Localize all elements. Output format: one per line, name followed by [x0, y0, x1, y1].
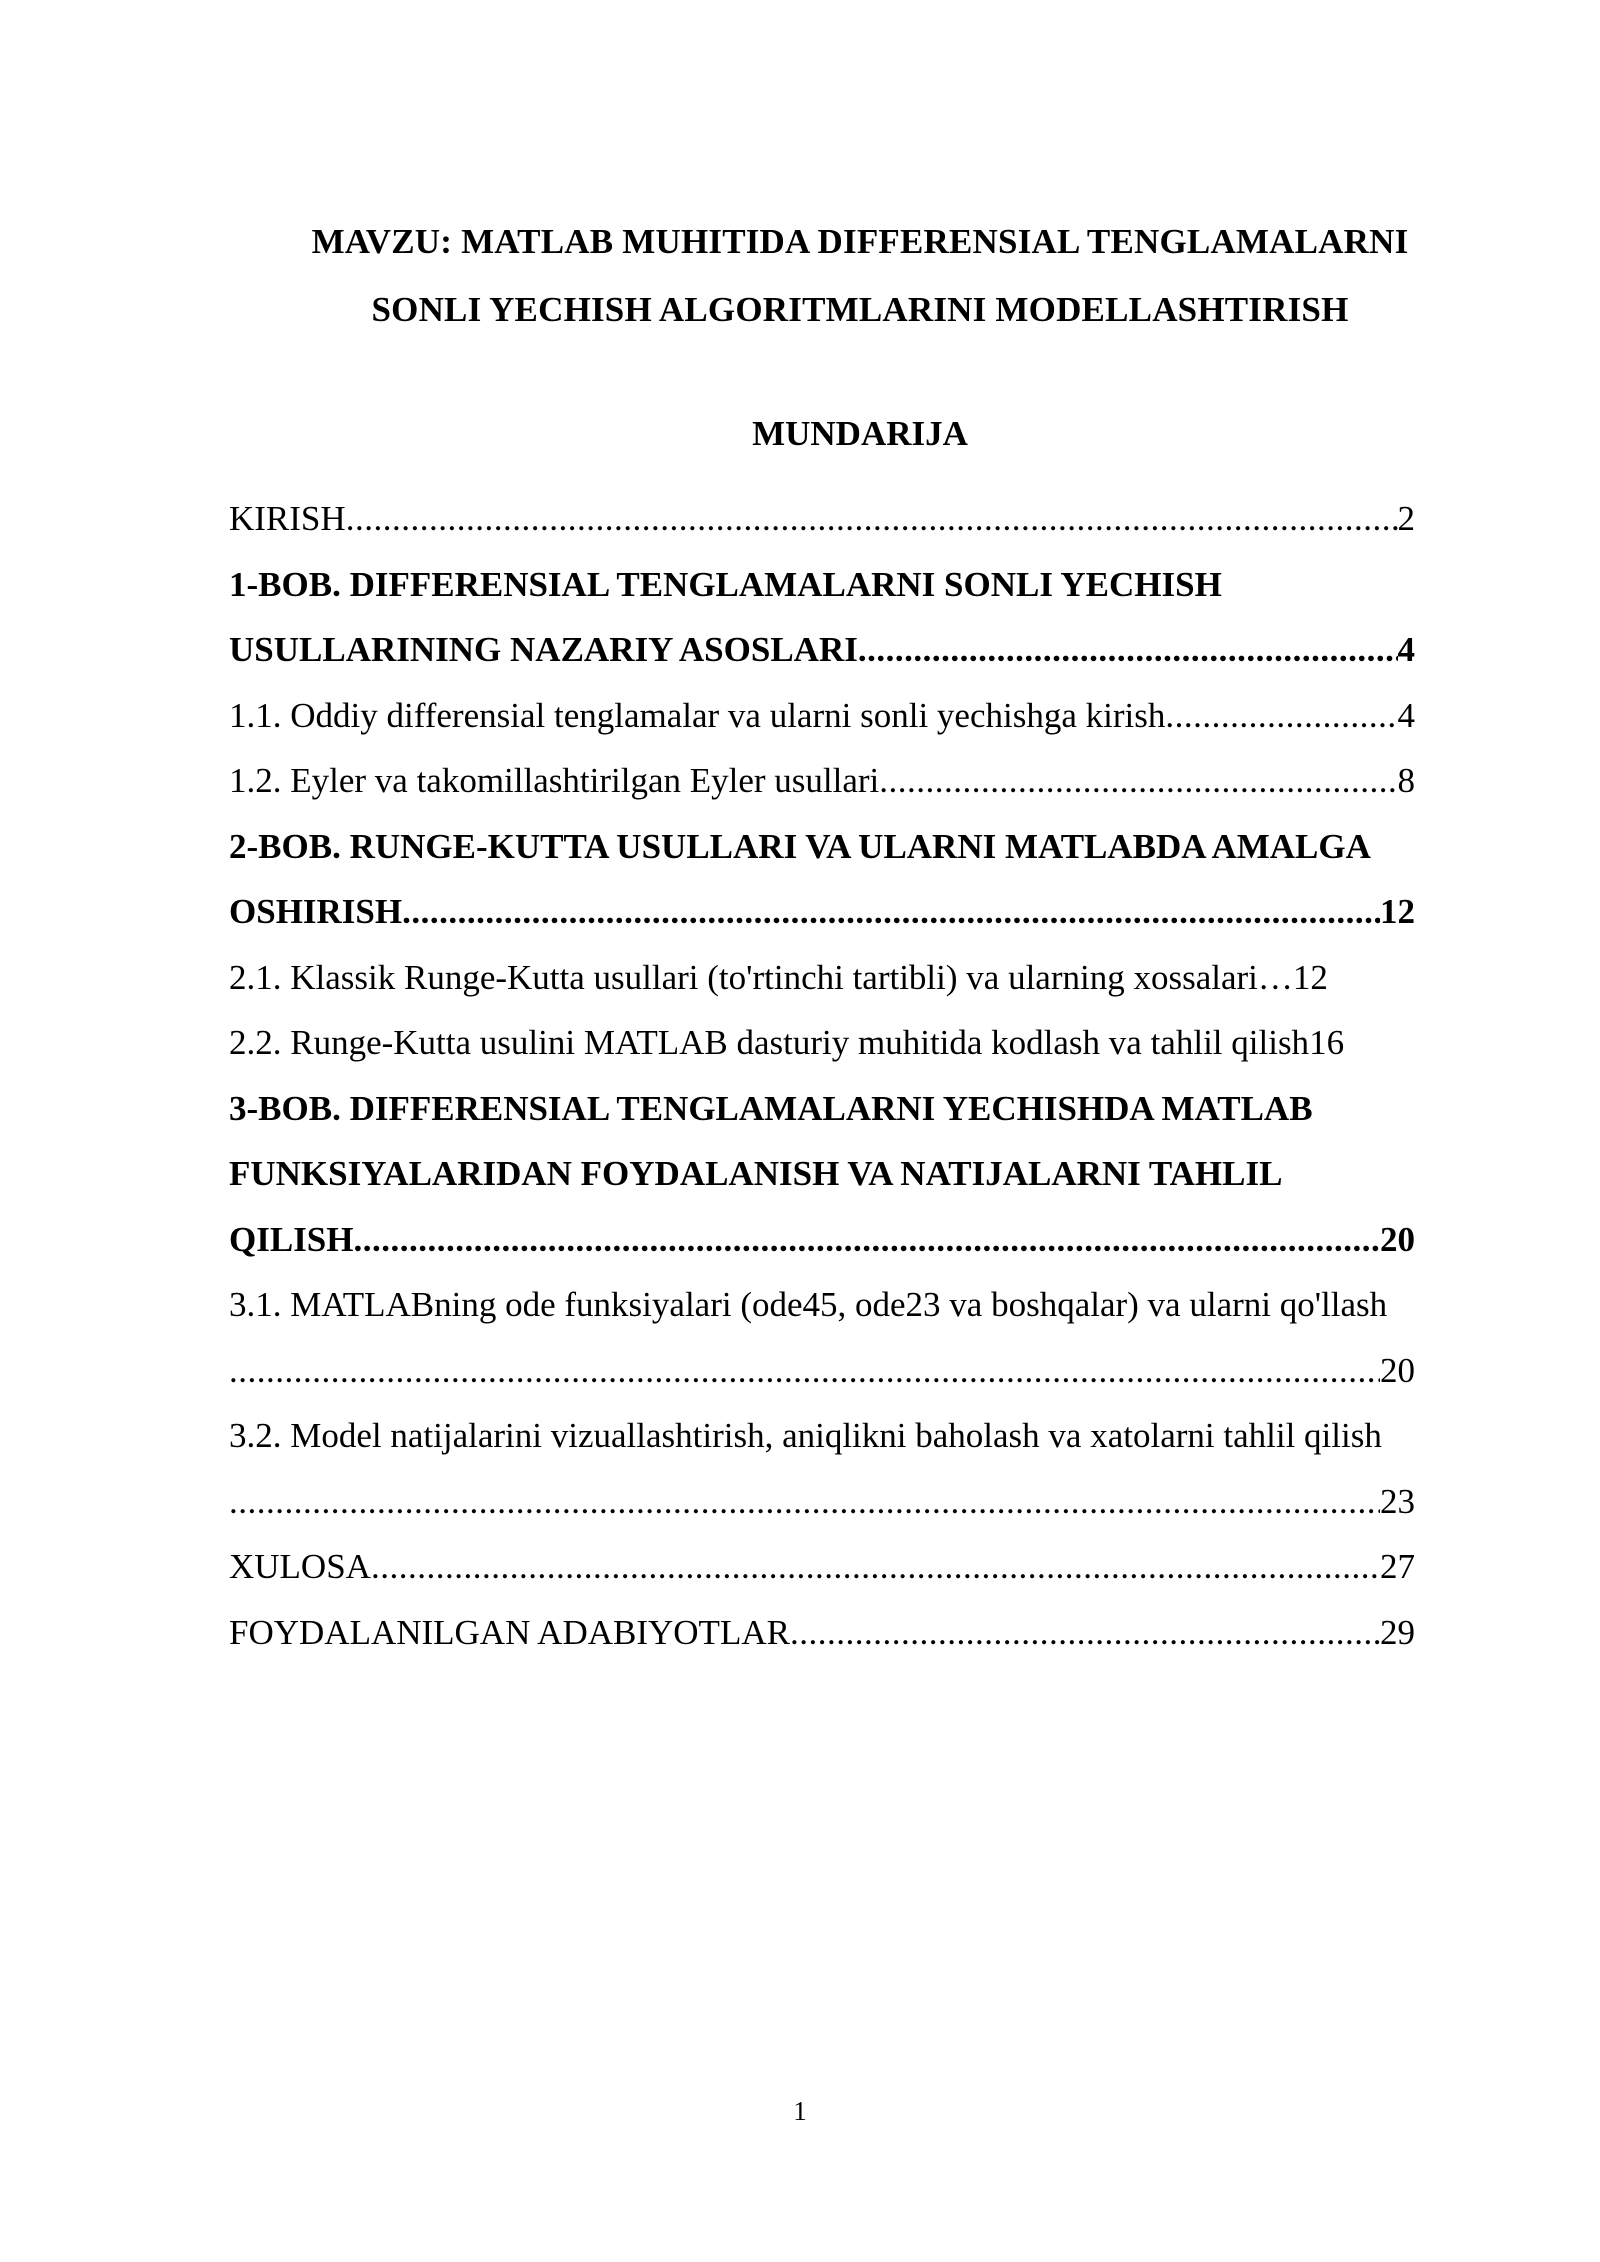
toc-entry-kirish[interactable]	[229, 486, 1491, 552]
toc-entry-label-continued: FUNKSIYALARIDAN FOYDALANISH VA NATIJALARNI TAHLIL	[229, 1154, 1283, 1193]
toc-entry-label: 1-BOB. DIFFERENSIAL TENGLAMALARNI SONLI YECHISH	[229, 564, 1222, 604]
table-of-contents	[229, 486, 1491, 1665]
toc-entry-label: 2-BOB. RUNGE-KUTTA USULLARI VA ULARNI MATLABDA AMALGA	[229, 826, 1371, 866]
dot-leader	[371, 1534, 1380, 1600]
title-line-1: MAVZU: MATLAB MUHITIDA DIFFERENSIAL TENGLAMALARNI	[311, 222, 1409, 261]
toc-entry-label: XULOSA	[229, 1547, 371, 1586]
dot-leader	[229, 1469, 1380, 1535]
dot-leader	[1165, 683, 1397, 749]
toc-page-number: 2	[1397, 499, 1415, 538]
toc-entry-label: 2.2. Runge-Kutta usulini MATLAB dasturiy muhitida kodlash va tahlil qilish	[229, 1023, 1310, 1062]
toc-entry-label: 3.2. Model natijalarini vizuallashtirish, aniqlikni baholash va xatolarni tahlil qilish	[229, 1416, 1382, 1455]
document-title	[230, 208, 1490, 344]
dot-leader	[346, 486, 1398, 552]
dot-leader	[790, 1600, 1380, 1666]
toc-entry-label: 3-BOB. DIFFERENSIAL TENGLAMALARNI YECHISHDA MATLAB	[229, 1088, 1313, 1128]
toc-entry-bob-3[interactable]	[229, 1076, 1491, 1273]
toc-entry-label-continued: OSHIRISH	[229, 892, 403, 931]
dot-leader	[402, 879, 1380, 945]
toc-entry-label: FOYDALANILGAN ADABIYOTLAR	[229, 1612, 790, 1652]
toc-entry-label-continued: USULLARINING NAZARIY ASOSLARI	[229, 630, 858, 669]
toc-page-number: 12	[1380, 892, 1415, 931]
toc-entry-label: KIRISH	[229, 499, 346, 538]
toc-page-number: 4	[1397, 695, 1415, 735]
toc-page-number: 8	[1397, 761, 1415, 800]
toc-entry-1-2[interactable]	[229, 748, 1491, 814]
toc-page-number: 20	[1380, 1350, 1415, 1390]
toc-entry-2-2[interactable]	[229, 1010, 1491, 1076]
toc-entry-bob-1[interactable]	[229, 552, 1491, 683]
toc-page-number: 12	[1292, 957, 1328, 997]
dot-leader	[354, 1207, 1381, 1273]
page-number: 1	[793, 2096, 807, 2126]
toc-page-number: 20	[1380, 1219, 1415, 1259]
dot-leader	[229, 1338, 1380, 1404]
toc-entry-3-2[interactable]	[229, 1403, 1491, 1534]
toc-page-number: 27	[1380, 1547, 1415, 1586]
toc-entry-label: 1.1. Oddiy differensial tenglamalar va ularni sonli yechishga kirish	[229, 695, 1166, 735]
toc-page-number: 16	[1309, 1023, 1345, 1062]
toc-entry-xulosa[interactable]	[229, 1534, 1491, 1600]
toc-heading: MUNDARIJA	[752, 414, 968, 453]
toc-entry-2-1[interactable]	[229, 945, 1491, 1011]
toc-entry-1-1[interactable]	[229, 683, 1491, 749]
toc-entry-label: 3.1. MATLABning ode funksiyalari (ode45, ode23 va boshqalar) va ularni qo'llash	[229, 1285, 1388, 1324]
dot-leader	[858, 617, 1398, 683]
toc-entry-label-continued: QILISH	[229, 1219, 354, 1259]
toc-entry-bob-2[interactable]	[229, 814, 1491, 945]
toc-entry-label: 2.1. Klassik Runge-Kutta usullari (to'rtinchi tartibli) va ularning xossalari…	[229, 957, 1293, 997]
toc-entry-label: 1.2. Eyler va takomillashtirilgan Eyler usullari	[229, 761, 880, 800]
dot-leader	[879, 748, 1397, 814]
title-line-2: SONLI YECHISH ALGORITMLARINI MODELLASHTIRISH	[371, 290, 1349, 329]
toc-entry-adabiyotlar[interactable]	[229, 1600, 1491, 1666]
toc-page-number: 29	[1380, 1612, 1415, 1652]
toc-entry-3-1[interactable]	[229, 1272, 1491, 1403]
toc-page-number: 4	[1397, 630, 1415, 669]
toc-page-number: 23	[1380, 1481, 1415, 1521]
